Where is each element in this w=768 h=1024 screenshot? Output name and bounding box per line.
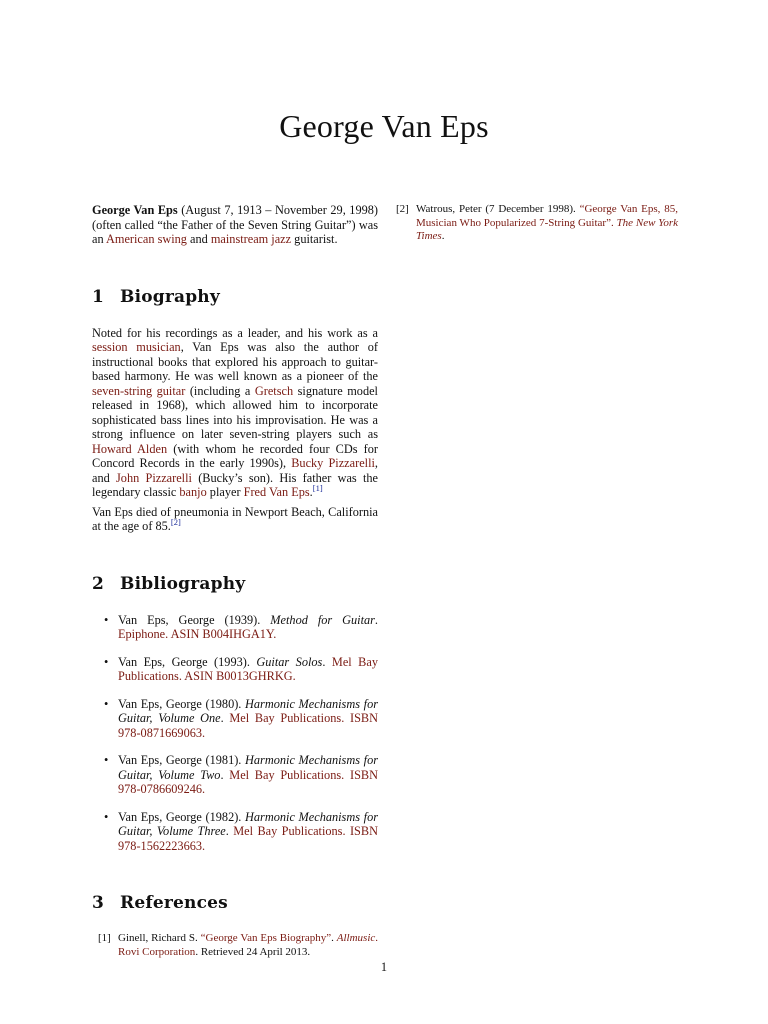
link-banjo[interactable]: banjo — [179, 485, 207, 499]
intro-paragraph: George Van Eps (August 7, 1913 – November 29, 1998) (often called “the Father of the Seven String Guitar”) was an American swing and mainstream jazz guitarist. — [92, 203, 378, 246]
bibliography-list — [92, 613, 378, 854]
biography-paragraph-2: Van Eps died of pneumonia in Newport Beach, California at the age of 85.[2] — [92, 504, 378, 533]
left-column — [92, 203, 378, 965]
link-reference-work[interactable]: The New York Times — [416, 216, 679, 242]
link-mainstream-jazz[interactable]: mainstream jazz — [210, 232, 292, 246]
link-howard-alden[interactable]: Howard Alden — [92, 441, 168, 456]
list-item: • Van Eps, George (1982). Harmonic Mechanisms for Guitar, Volume Three. Mel Bay Publications. ISBN 978-1562223663. — [104, 809, 378, 853]
link-bucky-pizzarelli[interactable]: Bucky Pizzarelli — [291, 456, 375, 470]
section-heading-references: 3 References — [92, 893, 228, 913]
subject-name: George Van Eps — [92, 203, 178, 217]
link-seven-string-guitar[interactable]: seven-string guitar — [92, 383, 186, 398]
citation-1[interactable]: [1] — [312, 482, 323, 493]
link-identifier[interactable]: ASIN B004IHGA1Y — [170, 627, 274, 641]
link-session-musician[interactable]: session musician — [92, 340, 181, 354]
link-identifier[interactable]: ISBN 978-0871669063 — [118, 711, 378, 740]
list-item: • Van Eps, George (1993). Guitar Solos. Mel Bay Publications. ASIN B0013GHRKG. — [104, 654, 378, 683]
list-item: • Van Eps, George (1981). Harmonic Mechanisms for Guitar, Volume Two. Mel Bay Publications. ISBN 978-0786609246. — [104, 753, 378, 796]
section-heading-bibliography: 2 Bibliography — [92, 573, 246, 594]
page-title: George Van Eps — [279, 108, 489, 144]
link-reference-work[interactable]: Allmusic — [336, 932, 376, 944]
link-reference-title[interactable]: “George Van Eps Biography” — [200, 932, 332, 944]
reference-list — [92, 932, 378, 959]
link-identifier[interactable]: ISBN 978-1562223663 — [118, 824, 378, 853]
link-publisher[interactable]: Mel Bay Publications — [118, 654, 378, 683]
reference-item-2: [2] Watrous, Peter (7 December 1998). “George Van Eps, 85, Musician Who Popularized 7-String Guitar”. The New York Times. — [396, 203, 679, 242]
link-publisher[interactable]: Epiphone — [118, 627, 166, 641]
link-identifier[interactable]: ISBN 978-0786609246 — [118, 767, 378, 796]
biography-paragraph-1: Noted for his recordings as a leader, and his work as a session musician, Van Eps was also the author of instructional books that explored his approach to guitar-based harmony. He was well known as a pioneer of the seven-string guitar (including a Gretsch signature model released in 1968), which allowed him to incorporate sophisticated bass lines into his improvisation. He was a strong influence on later seven-string players such as Howard Alden (with whom he recorded four CDs for Concord Records in the early 1990s), Bucky Pizzarelli, and John Pizzarelli (Bucky’s son). His father was the legendary classic banjo player Fred Van Eps.[1] — [92, 325, 378, 499]
intro-text: (August 7, 1913 – November 29, 1998) (often called “the Father of the Seven String Guitar”) was an — [92, 203, 378, 246]
citation-2[interactable]: [2] — [170, 516, 181, 527]
link-gretsch[interactable]: Gretsch — [254, 383, 294, 398]
page-number: 1 — [380, 960, 388, 974]
section-heading-biography: 1 Biography — [92, 286, 220, 307]
link-reference-publisher[interactable]: Rovi Corporation — [118, 945, 196, 958]
link-identifier[interactable]: ASIN B0013GHRKG — [184, 669, 293, 683]
link-publisher[interactable]: Mel Bay Publications — [229, 767, 342, 782]
link-publisher[interactable]: Mel Bay Publications — [233, 824, 343, 838]
link-american-swing[interactable]: American swing — [106, 232, 187, 246]
reference-item-1: [1] Ginell, Richard S. “George Van Eps Biography”. Allmusic. Rovi Corporation. Retrieved 24 April 2013. — [98, 932, 379, 958]
list-item: • Van Eps, George (1980). Harmonic Mechanisms for Guitar, Volume One. Mel Bay Publications. ISBN 978-0871669063. — [104, 696, 378, 740]
list-item: • Van Eps, George (1939). Method for Guitar. Epiphone. ASIN B004IHGA1Y. — [104, 612, 378, 641]
link-fred-van-eps[interactable]: Fred Van Eps — [243, 485, 310, 499]
link-publisher[interactable]: Mel Bay Publications — [229, 711, 342, 725]
link-reference-title[interactable]: “George Van Eps, 85, Musician Who Popularized 7-String Guitar” — [416, 203, 678, 229]
right-column — [396, 203, 678, 250]
link-john-pizzarelli[interactable]: John Pizzarelli — [116, 470, 192, 485]
